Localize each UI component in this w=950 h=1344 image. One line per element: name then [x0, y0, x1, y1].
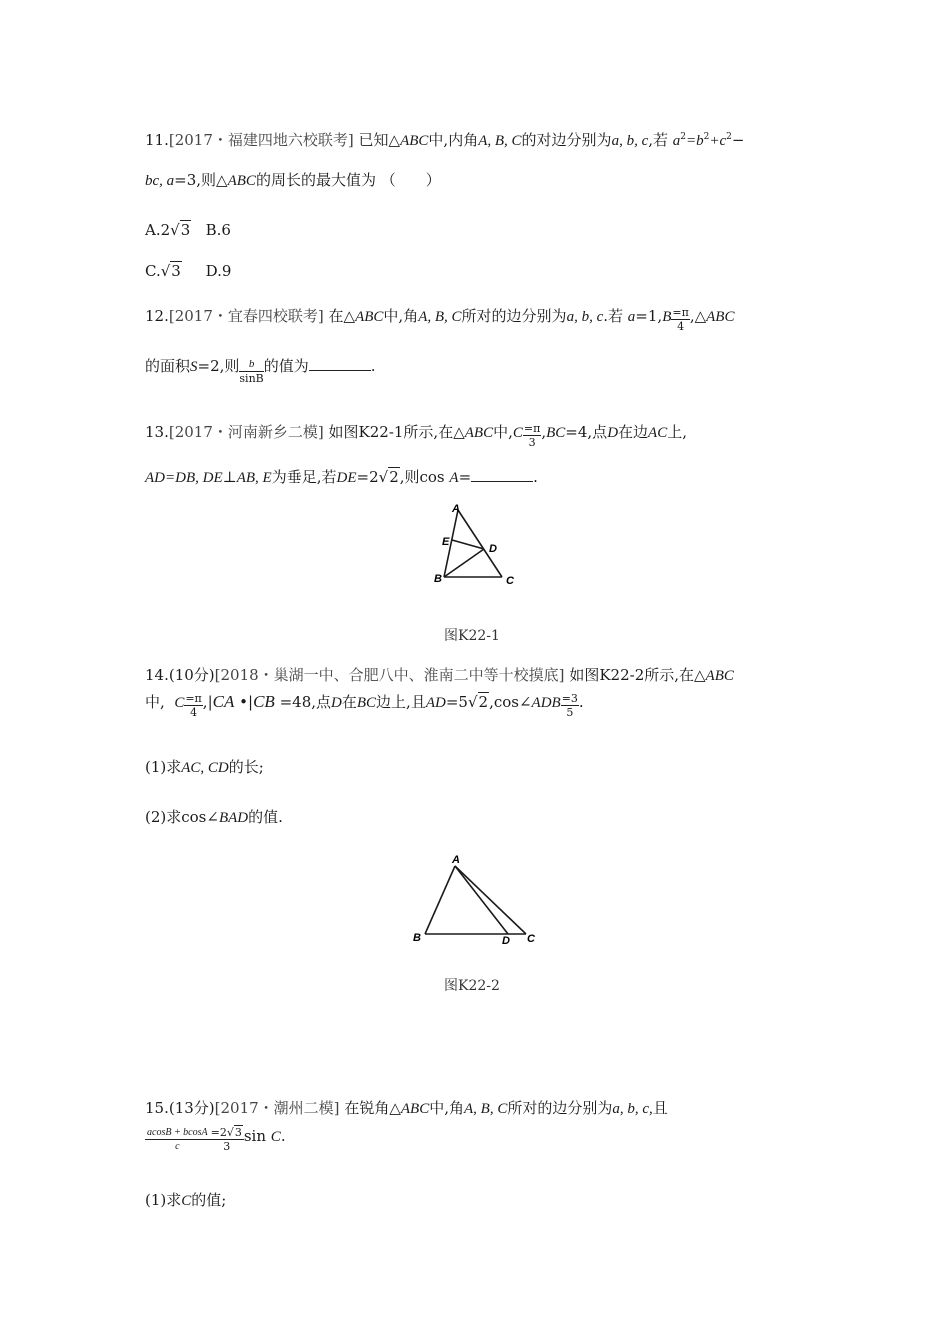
- q14-line2: 中, C $\frac{=\pi}{4}$ ,|CA •|CB =48,点D在BC边上,且AD=5√2,cos∠ADB $\frac{=3}{5}$ .: [145, 692, 584, 719]
- figure-k22-2: [408, 850, 548, 950]
- q12-line1: 12.[2017・宜春四校联考] 在△ABC中,角A, B, C所对的边分别为a, b, c.若 a=1,B $\frac{=\pi}{4}$ ,△ABC: [145, 306, 735, 333]
- label-a: A: [452, 503, 460, 515]
- fraction: $\frac{b}{\sin B}$: [239, 358, 264, 385]
- q11-option-a[interactable]: A.2√3: [145, 221, 191, 239]
- label-d: D: [489, 543, 497, 555]
- fraction: $\frac{=\pi}{3}$: [523, 422, 541, 449]
- fraction: $\frac{=3}{5}$: [561, 692, 578, 719]
- q11-options-ab: [145, 220, 231, 240]
- figure-caption: 图K22-1: [444, 628, 500, 644]
- answer-blank[interactable]: [471, 467, 533, 482]
- q13-line1: 13.[2017・河南新乡二模] 如图K22-1所示,在△ABC中,C $\frac{=\pi}{3}$ ,BC=4,点D在边AC上,: [145, 422, 687, 449]
- q14-part2: (2)求cos∠BAD的值.: [145, 808, 283, 826]
- q12-line2: 的面积S=2,则 $\frac{b}{\sin B}$ 的值为 .: [145, 357, 376, 385]
- q11-source: [2017・福建四地六校联考]: [168, 131, 354, 149]
- q13-source: [2017・河南新乡二模]: [168, 423, 324, 441]
- fraction: $\frac{=\pi}{4}$: [672, 306, 689, 333]
- q14-part1: (1)求AC, CD的长;: [145, 758, 264, 776]
- label-c: C: [506, 575, 514, 587]
- q14-source: [2018・巢湖一中、合肥八中、淮南二中等十校摸底]: [214, 666, 565, 684]
- edge-ad: [455, 866, 508, 934]
- label-d: D: [502, 935, 510, 947]
- answer-blank[interactable]: [309, 356, 371, 371]
- label-b: B: [434, 573, 442, 585]
- edge-bd: [444, 549, 484, 577]
- label-a: A: [452, 854, 460, 866]
- figure-caption: 图K22-2: [444, 978, 500, 994]
- q15-line2: $\frac{acosB + bcosA}{c}$ $\frac{=2√3}{3}$ sin C.: [147, 1126, 286, 1153]
- q11-option-b[interactable]: B.6: [205, 221, 231, 239]
- figure-k22-1: [428, 500, 528, 590]
- q11-options-cd: [145, 261, 231, 281]
- label-e: E: [442, 536, 450, 548]
- q11-line1: 11.[2017・福建四地六校联考] 已知△ABC中,内角A, B, C的对边分别为a, b, c,若 $a^2=b^2+c^2-$: [145, 131, 745, 149]
- q15-part1: (1)求C的值;: [145, 1191, 227, 1209]
- fraction: $\frac{=\pi}{4}$: [185, 692, 202, 719]
- sqrt-icon: √3: [160, 262, 181, 280]
- label-c: C: [527, 933, 535, 945]
- sqrt-icon: √3: [226, 1126, 242, 1139]
- q15-line1: 15.(13分)[2017・潮州二模] 在锐角△ABC中,角A, B, C所对的边分别为a, b, c,且: [145, 1099, 668, 1117]
- q15-source: [2017・潮州二模]: [214, 1099, 340, 1117]
- sqrt-icon: √2: [467, 693, 489, 711]
- edge-ab: [425, 866, 455, 934]
- sqrt-icon: √2: [378, 468, 399, 486]
- q12-source: [2017・宜春四校联考]: [168, 307, 324, 325]
- sqrt-icon: √3: [170, 221, 191, 239]
- q11-line2: bc, a=3,则△ABC的周长的最大值为 （ ）: [145, 171, 441, 189]
- fraction: $\frac{acosB + bcosA}{c}$: [147, 1127, 208, 1152]
- q14-line1: 14.(10分)[2018・巢湖一中、合肥八中、淮南二中等十校摸底] 如图K22-2所示,在△ABC: [145, 666, 734, 684]
- edge-ac: [455, 866, 526, 934]
- q13-line2: AD=DB, DE⊥AB, E为垂足,若DE=2√2,则cos A= .: [145, 468, 538, 486]
- fraction: $\frac{=2√3}{3}$: [210, 1126, 242, 1153]
- label-b: B: [413, 932, 421, 944]
- q11-option-d[interactable]: D.9: [205, 262, 232, 280]
- q11-option-c[interactable]: C.√3: [145, 262, 181, 280]
